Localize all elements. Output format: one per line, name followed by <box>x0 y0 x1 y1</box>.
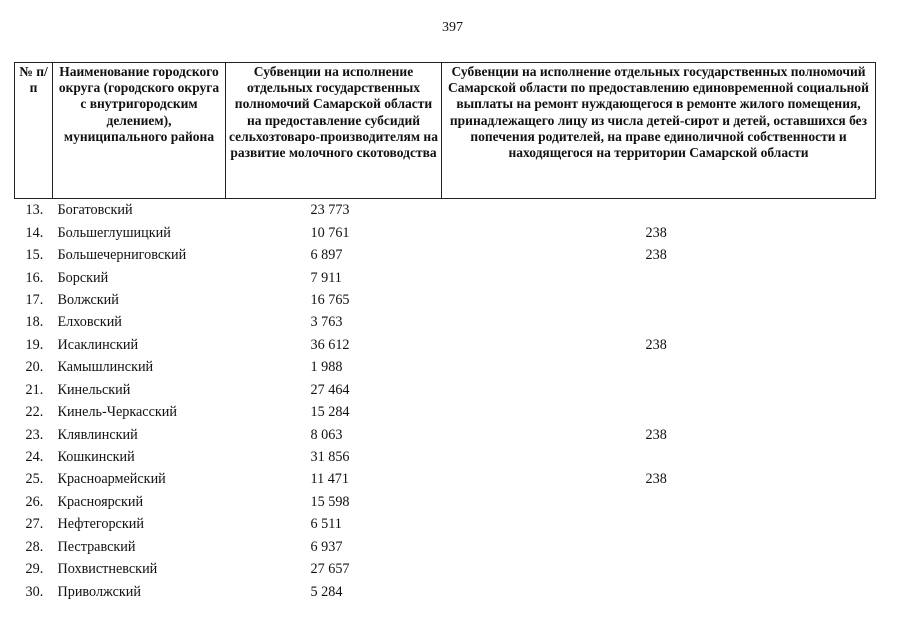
subvention-housing-value <box>442 558 876 580</box>
district-name: Волжский <box>57 291 119 308</box>
district-name: Исаклинский <box>57 336 139 353</box>
table-row <box>15 423 876 445</box>
district-name: Пестравский <box>57 538 136 555</box>
row-number: 27. <box>25 516 44 533</box>
table-row <box>15 536 876 558</box>
table-body <box>15 199 876 603</box>
district-name: Богатовский <box>57 202 133 219</box>
row-number: 30. <box>25 583 44 600</box>
table-row <box>15 491 876 513</box>
district-name: Кинель-Черкасский <box>57 404 177 421</box>
row-number: 15. <box>25 247 44 264</box>
subvention-dairy-value: 27 464 <box>310 381 350 398</box>
row-number: 22. <box>25 404 44 421</box>
table-row <box>15 356 876 378</box>
district-name: Нефтегорский <box>57 516 144 533</box>
table-header-row <box>15 63 876 199</box>
subvention-dairy-value: 36 612 <box>310 336 350 353</box>
district-name: Клявлинский <box>57 426 138 443</box>
row-number: 20. <box>25 359 44 376</box>
row-number: 14. <box>25 224 44 241</box>
subvention-housing-value: 238 <box>645 247 667 264</box>
subvention-dairy-value: 5 284 <box>310 583 343 600</box>
subvention-dairy-value: 8 063 <box>310 426 343 443</box>
subvention-housing-value <box>442 491 876 513</box>
row-number: 28. <box>25 538 44 555</box>
district-name: Красноярский <box>57 493 144 510</box>
table-row <box>15 468 876 490</box>
table-row <box>15 334 876 356</box>
subvention-housing-value <box>442 446 876 468</box>
row-number: 18. <box>25 314 44 331</box>
subvention-dairy-value: 6 511 <box>310 516 342 533</box>
subvention-dairy-value: 16 765 <box>310 291 350 308</box>
header-sub1: Субвенции на исполнение отдельных государственных полномочий Самарской области на предоставление субсидий сельхозтоваро-производителям на развитие молочного скотоводства <box>226 63 442 199</box>
subvention-housing-value <box>442 266 876 288</box>
subvention-housing-value <box>442 289 876 311</box>
page-number: 397 <box>442 20 463 35</box>
subvention-housing-value <box>442 199 876 222</box>
district-name: Похвистневский <box>57 561 158 578</box>
table-row <box>15 221 876 243</box>
table-row <box>15 446 876 468</box>
district-name: Красноармейский <box>57 471 166 488</box>
subvention-dairy-value: 11 471 <box>310 471 349 488</box>
subvention-dairy-value: 6 897 <box>310 247 343 264</box>
subvention-housing-value: 238 <box>645 426 667 443</box>
subvention-housing-value <box>442 311 876 333</box>
subvention-dairy-value: 31 856 <box>310 449 350 466</box>
table-row <box>15 379 876 401</box>
subvention-dairy-value: 15 284 <box>310 404 350 421</box>
table-row <box>15 401 876 423</box>
header-num: № п/п <box>15 63 53 199</box>
table-row <box>15 266 876 288</box>
header-sub2: Субвенции на исполнение отдельных государственных полномочий Самарской области по предоставлению единовременной социальной выплаты на ремонт нуждающегося в ремонте жилого помещения, принадлежащего лицу из числа детей-сирот и детей, оставшихся без попечения родителей, на праве единоличной собственности и находящегося на территории Самарской области <box>442 63 876 199</box>
subvention-dairy-value: 7 911 <box>310 269 342 286</box>
subvention-housing-value <box>442 379 876 401</box>
subvention-dairy-value: 23 773 <box>310 202 350 219</box>
subvention-housing-value <box>442 536 876 558</box>
subvention-dairy-value: 1 988 <box>310 359 343 376</box>
row-number: 13. <box>25 202 44 219</box>
district-name: Елховский <box>57 314 122 331</box>
district-name: Камышлинский <box>57 359 154 376</box>
table-row <box>15 244 876 266</box>
district-name: Большеглушицкий <box>57 224 171 241</box>
row-number: 29. <box>25 561 44 578</box>
row-number: 23. <box>25 426 44 443</box>
table-row <box>15 311 876 333</box>
table-row <box>15 558 876 580</box>
row-number: 25. <box>25 471 44 488</box>
subvention-housing-value <box>442 356 876 378</box>
row-number: 26. <box>25 493 44 510</box>
row-number: 16. <box>25 269 44 286</box>
subvention-housing-value: 238 <box>645 224 667 241</box>
district-name: Кошкинский <box>57 449 135 466</box>
subvention-dairy-value: 6 937 <box>310 538 343 555</box>
subvention-dairy-value: 10 761 <box>310 224 350 241</box>
district-name: Кинельский <box>57 381 131 398</box>
table-row <box>15 513 876 535</box>
subvention-dairy-value: 27 657 <box>310 561 350 578</box>
subvention-housing-value: 238 <box>645 471 667 488</box>
table-row <box>15 289 876 311</box>
table-row <box>15 580 876 602</box>
district-name: Приволжский <box>57 583 141 600</box>
table-row <box>15 199 876 222</box>
subvention-housing-value <box>442 580 876 602</box>
header-name: Наименование городского округа (городского округа с внутригородским делением), муниципального района <box>53 63 226 199</box>
row-number: 17. <box>25 291 44 308</box>
row-number: 19. <box>25 336 44 353</box>
row-number: 21. <box>25 381 44 398</box>
subvention-housing-value <box>442 401 876 423</box>
subvention-housing-value <box>442 513 876 535</box>
district-name: Борский <box>57 269 109 286</box>
subvention-dairy-value: 15 598 <box>310 493 350 510</box>
row-number: 24. <box>25 449 44 466</box>
subvention-housing-value: 238 <box>645 336 667 353</box>
subventions-table <box>14 62 876 603</box>
subvention-dairy-value: 3 763 <box>310 314 343 331</box>
district-name: Большечерниговский <box>57 247 187 264</box>
